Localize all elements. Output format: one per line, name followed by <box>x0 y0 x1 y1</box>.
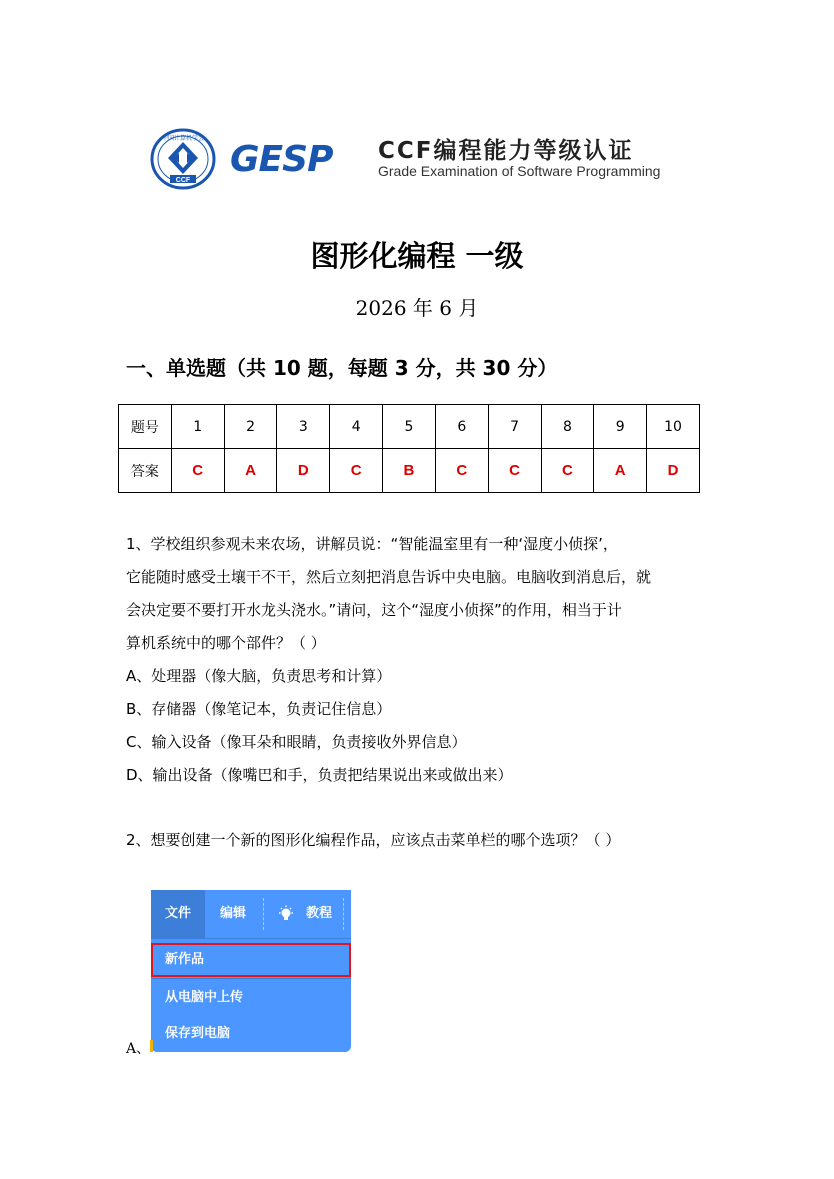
question-number: 2 <box>224 405 277 449</box>
ccf-seal-logo <box>150 128 216 190</box>
question-number: 8 <box>541 405 594 449</box>
certification-subtitle: Grade Examination of Software Programming <box>378 163 661 179</box>
option-marker <box>150 1040 153 1052</box>
answer-cell: D <box>647 449 700 493</box>
answer-table <box>118 404 700 493</box>
certification-title: CCF编程能力等级认证 <box>378 138 634 164</box>
answer-cell: A <box>594 449 647 493</box>
menu-item-new-project: 新作品 <box>151 943 351 977</box>
question-1-line: 1、学校组织参观未来农场，讲解员说：“智能温室里有一种‘湿度小侦探’， <box>126 535 618 553</box>
seal-abbr: CCF <box>175 177 191 184</box>
question-1-line: 算机系统中的哪个部件？（ ） <box>126 634 326 652</box>
paper-title: 图形化编程 一级 <box>310 239 524 273</box>
exam-header <box>150 128 690 190</box>
table-row <box>119 405 700 449</box>
question-1-option-d: D、输出设备（像嘴巴和手，负责把结果说出来或做出来） <box>126 766 513 784</box>
question-number: 10 <box>647 405 700 449</box>
row-label: 答案 <box>119 449 172 493</box>
answer-cell: C <box>435 449 488 493</box>
answer-cell: D <box>277 449 330 493</box>
row-label: 题号 <box>119 405 172 449</box>
menu-tab-edit: 编辑 <box>219 906 246 921</box>
question-1-option-b: B、存储器（像笔记本，负责记住信息） <box>126 700 392 718</box>
question-1-line: 它能随时感受土壤干不干，然后立刻把消息告诉中央电脑。电脑收到消息后，就 <box>126 568 652 586</box>
lightbulb-icon <box>277 905 295 923</box>
question-number: 6 <box>435 405 488 449</box>
question-1-line: 会决定要不要打开水龙头浇水。”请问，这个“湿度小侦探”的作用，相当于计 <box>126 601 622 619</box>
answer-cell: B <box>383 449 436 493</box>
section-heading: 一、单选题（共 10 题，每题 3 分，共 30 分） <box>126 356 558 380</box>
question-1-option-a: A、处理器（像大脑，负责思考和计算） <box>126 667 392 685</box>
menu-divider <box>151 978 351 979</box>
menu-item-save-to-computer: 保存到电脑 <box>165 1026 231 1041</box>
table-row <box>119 449 700 493</box>
menu-separator <box>263 898 264 930</box>
seal-text: 中国计算机学会 <box>161 135 205 142</box>
file-menu-screenshot <box>151 890 351 1052</box>
question-number: 4 <box>330 405 383 449</box>
question-1-option-c: C、输入设备（像耳朵和眼睛，负责接收外界信息） <box>126 733 467 751</box>
menu-tab-file: 文件 <box>151 890 205 938</box>
menu-separator <box>343 898 344 930</box>
answer-cell: C <box>330 449 383 493</box>
question-number: 9 <box>594 405 647 449</box>
question-number: 5 <box>383 405 436 449</box>
question-number: 3 <box>277 405 330 449</box>
question-2-text: 2、想要创建一个新的图形化编程作品，应该点击菜单栏的哪个选项？（ ） <box>126 831 621 849</box>
question-number: 1 <box>171 405 224 449</box>
answer-cell: A <box>224 449 277 493</box>
answer-cell: C <box>541 449 594 493</box>
paper-date: 2026 年 6 月 <box>355 296 479 320</box>
question-number: 7 <box>488 405 541 449</box>
answer-cell: C <box>488 449 541 493</box>
menu-tab-tutorials: 教程 <box>305 906 332 921</box>
gesp-logo <box>230 138 356 182</box>
question-2-option-a-label: A、 <box>126 1041 151 1057</box>
menu-item-upload-from-computer: 从电脑中上传 <box>165 990 244 1005</box>
gesp-logo-text: GESP <box>230 139 333 180</box>
menu-bar <box>151 890 351 939</box>
answer-cell: C <box>171 449 224 493</box>
